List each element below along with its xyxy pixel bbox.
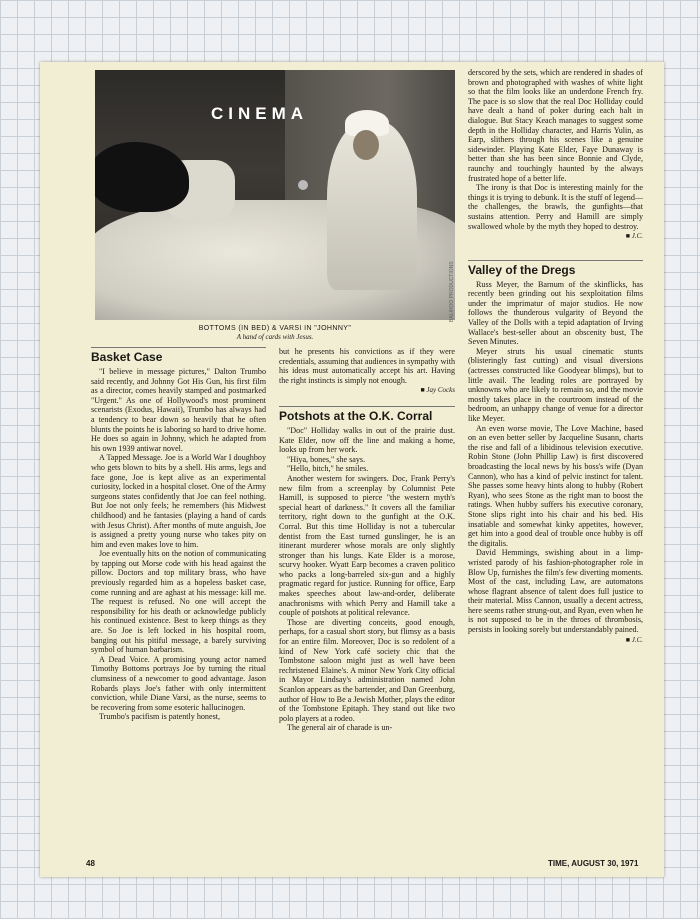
film-still-photo — [95, 70, 455, 320]
paragraph: Trumbo's pacifism is patently honest, — [99, 712, 220, 722]
article-heading: Basket Case — [91, 350, 163, 364]
paragraph: but he presents his convictions as if they were credentials, assuming that audiences in sympathy with his ideas must automatically accept his art. Having the right instincts is simply not enough. — [279, 347, 455, 385]
article-heading: Valley of the Dregs — [468, 262, 576, 277]
section-title: CINEMA — [211, 104, 309, 123]
paragraph: Russ Meyer, the Barnum of the skinflicks, has recently been grinding out his sexploitation films under the imprimatur of major studios. He now follows the thunderous vulgarity of Beyond the Valley of the Dolls with a tepid adaptation of Irving Wallace's best-seller about an obscenity bust, The Seven Minutes. — [468, 279, 643, 347]
paragraph: Joe eventually hits on the notion of communicating by tapping out Morse code with his head against the pillow. Doctors and top military brass, who have previously regarded him as a hopeless basket case, come running and are aghast at his message: kill me. The request is refused. No one will accept the responsibility for his death or acknowledge publicly his continued existence. Best to keep things as they are. So Joe is left locked in his hospital room, banging out his pitiful message, a barely surviving symbol of human barbarism. — [91, 549, 266, 655]
paragraph: "I believe in message pictures," Dalton Trumbo said recently, and Johnny Got His Gun, his first film as a director, comes heavily stamped and postmarked "Urgent." As one of Hollywood's most prominent scenarists (Exodus, Hawaii), Trumbo has always had a tendency to bear down so heavily that he often blunts the points he is laboring so hard to drive home. He does so again in Johnny, which he adapted from his own 1939 antiwar novel. — [91, 367, 266, 453]
column-1 — [91, 347, 266, 722]
paragraph: A Tapped Message. Joe is a World War I doughboy who gets blown to bits by a shell. His arms, legs and face gone, Joe is kept alive as an experimental curiosity, locked in a hospital closet. One of the Army surgeons states confidently that Joe can feel nothing. But Joe not only feels; he remembers (his Midwest childhood) and he fantasies (playing a hand of cards with Jesus Christ). After months of mute anguish, Joe is assigned a pretty young nurse who takes pity on him and even makes love to him. — [91, 453, 266, 549]
issue-date: TIME, AUGUST 30, 1971 — [548, 859, 639, 868]
paragraph: The general air of charade is un- — [287, 723, 393, 733]
column-3 — [468, 68, 643, 645]
byline: ■ J.C. — [625, 232, 643, 241]
paragraph: Those are diverting conceits, good enough, perhaps, for a casual short story, but flimsy as a basis for an entire film. Moreover, Doc is so redolent of a kind of New York café society chic that the Tombstone saloon might just as well have been rechristened Elaine's. A minor New York City official in Mayor Lindsay's administration named John Scanlon appears as the bartender, and Dan Greenburg, author of How to Be a Jewish Mother, plays the editor of the Tombstone Epitaph. They stand out like two polo players at a rodeo. — [279, 617, 455, 723]
byline: ■ J.C. — [625, 635, 643, 644]
page-number: 48 — [86, 859, 95, 868]
paragraph: The irony is that Doc is interesting mainly for the things it is trying to debunk. It is the stuff of legend—the challenges, the brawls, the gunfights—that sustains attention. Perry and Hamill are simply swallowed whole by the myth they hoped to destroy. — [468, 183, 643, 231]
paragraph: An even worse movie, The Love Machine, based on an even better seller by Jacqueline Susann, charts the rise and fall of a libidinous television executive. Robin Stone (John Phillip Law) is first discovered broadcasting the local news by his boss's wife (Dyan Cannon), who has a kind of pelvic instinct for talent. She passes some heavy hints along to hubby (Robert Ryan), who sees Stone as the right man to boost the ratings. When hubby suffers his executive coronary, Stone slips right into his chair and his bed. His insatiable and somewhat kinky appetites, however, get him into a good deal of trouble once hubby is off the digitalis. — [468, 423, 643, 548]
paragraph: "Hello, bitch," he smiles. — [287, 464, 369, 474]
paragraph: Meyer struts his usual cinematic stunts (blisteringly fast cutting) and visual diversions (actresses constructed like Goodyear blimps), but to little avail. The leading roles are portrayed by unknowns who are likely to remain so, and the movie mostly takes place in the courtroom instead of the bedroom, an unhappy change of venue for a director like Meyer. — [468, 346, 643, 423]
paragraph: "Doc" Holliday walks in out of the prairie dust. Kate Elder, now off the line and making a home, looks up from her work. — [279, 425, 455, 455]
photo-caption: BOTTOMS (IN BED) & VARSI IN "JOHNNY" A hand of cards with Jesus. — [198, 325, 352, 341]
paragraph: derscored by the sets, which are rendered in shades of brown and photographed with washes of white light so that the film looks like an underdone French fry. The pace is so slow that the real Doc Holliday could have dealt a hand of poker during each halt in dialogue. But Stacy Keach manages to suggest some depth in the Holliday character, and Harris Yulin, as Earp, slithers through his scenes like a genuine sidewinder. Playing Kate Elder, Faye Dunaway is better than she has been since Bonnie and Clyde, raunchy and touchingly haunted by the always frustrated hope of a better life. — [468, 68, 643, 183]
paragraph: David Hemmings, swishing about in a limp-wristed parody of his fashion-photographer role in Blow Up, furnishes the film's few diverting moments. Most of the cast, including Law, are automatons whose flagrant absence of talent does full justice to their material. Miss Cannon, usually a decent actress, here seems rather strung-out, and Ryan, even when he is not supposed to be in the throes of thrombosis, persists in looking sorely but understandably pained. — [468, 548, 643, 635]
paragraph: Another western for swingers. Doc, Frank Perry's new film from a screenplay by Columnist Pete Hamill, is supposed to pierce "the western myth's special heart of darkness." It covers all the familiar territory, right down to the gunfight at the O.K. Corral. But this time Holliday is not a tubercular dentist from the East turned gunslinger, he is an itinerant murderer whose morals are only slightly stronger than his lungs. Kate Elder is a morose, scurvy hooker. Wyatt Earp becomes a craven politico who packs a long-barreled six-gun and a highly pragmatic regard for justice. Running for office, Earp makes speeches about law-and-order, deliberate anachronisms with which Perry and Hamill take a couple of potshots at political relevance. — [279, 473, 455, 618]
paragraph: "Hiya, bones," she says. — [287, 454, 366, 464]
byline: ■ Jay Cocks — [420, 386, 455, 395]
article-heading: Potshots at the O.K. Corral — [279, 408, 433, 423]
paragraph: A Dead Voice. A promising young actor named Timothy Bottoms portrays Joe by turning the ritual clumsiness of a newcomer to good advantage. Jason Robards plays Joe's father with only intermittent conviction, while Diane Varsi, as the nurse, seems to be recovering from some esoteric hallucinogen. — [91, 654, 266, 712]
magazine-page — [40, 62, 664, 877]
column-2 — [279, 347, 455, 733]
photo-credit: BALIHOO PRODUCTIONS — [449, 261, 455, 322]
